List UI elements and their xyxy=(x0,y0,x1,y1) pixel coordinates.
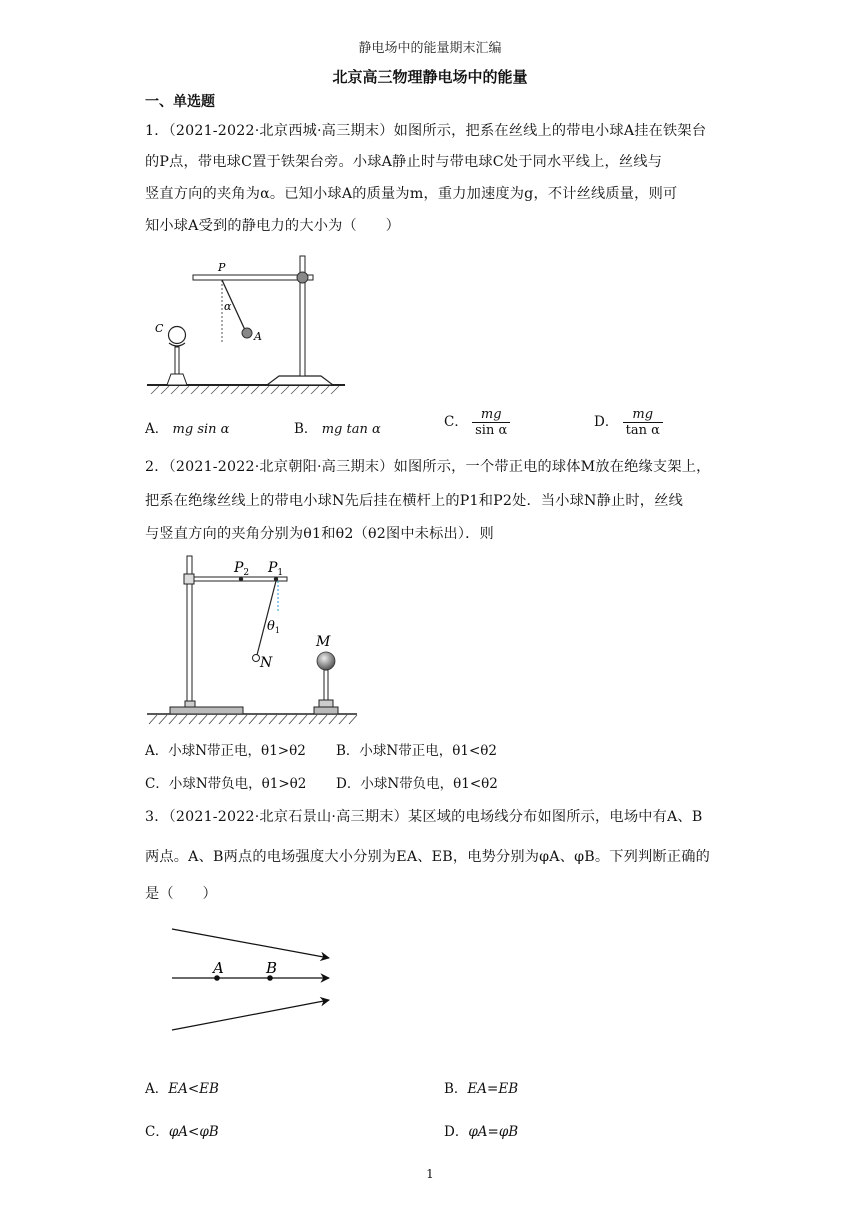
page-title: 北京高三物理静电场中的能量 xyxy=(332,68,528,86)
q2-label-p2: $P_2$ xyxy=(234,560,250,578)
q3-option-c-text: φA<φB xyxy=(168,1124,219,1140)
q1-option-b[interactable]: B． mg tan α xyxy=(294,421,381,437)
q3-option-d[interactable]: D．φA=φB xyxy=(444,1124,519,1140)
q1-label-c: C xyxy=(155,322,164,335)
q1-label-p: P xyxy=(218,261,226,274)
q1-option-d[interactable]: D． $\frac{mg}{\text{tan α}}$ xyxy=(594,407,663,438)
q2-line-1: 2．（2021-2022·北京朝阳·高三期末）如图所示，一个带正电的球体M放在绝缘支架上， xyxy=(145,459,711,475)
q1-label-alpha: α xyxy=(224,300,232,313)
q1-option-a-expr: mg sin α xyxy=(172,422,230,437)
q3-line-1: 3．（2021-2022·北京石景山·高三期末）某区域的电场线分布如图所示，电场中有A、B xyxy=(145,809,703,825)
q1-option-b-expr: mg tan α xyxy=(321,422,381,437)
q3-label-b: B xyxy=(266,959,278,977)
q3-figure-field-lines xyxy=(165,920,340,1038)
q1-line-2: 的P点，带电球C置于铁架台旁。小球A静止时与带电球C处于同水平线上，丝线与 xyxy=(145,154,663,170)
q3-option-a[interactable]: A．EA<EB xyxy=(145,1081,219,1097)
q3-label-a: A xyxy=(213,959,224,977)
q2-line-2: 把系在绝缘丝线上的带电小球N先后挂在横杆上的P1和P2处．当小球N静止时，丝线 xyxy=(145,493,683,509)
q2-line-3: 与竖直方向的夹角分别为θ1和θ2（θ2图中未标出）．则 xyxy=(145,526,494,542)
q3-line-3: 是（ ） xyxy=(145,886,217,902)
q3-line-2: 两点。A、B两点的电场强度大小分别为EA、EB，电势分别为φA、φB。下列判断正确的 xyxy=(145,849,710,865)
q1-option-c-fraction: $\frac{mg}{\text{sin α}}$ xyxy=(472,407,510,438)
q2-option-c-text: 小球N带负电，θ1>θ2 xyxy=(168,776,307,792)
q1-label-a: A xyxy=(254,330,262,343)
q3-option-d-text: φA=φB xyxy=(468,1124,519,1140)
q3-option-c[interactable]: C．φA<φB xyxy=(145,1124,219,1140)
q3-option-b[interactable]: B．EA=EB xyxy=(444,1081,519,1097)
section-heading: 一、单选题 xyxy=(145,94,215,110)
q1-option-a[interactable]: A． mg sin α xyxy=(145,421,230,437)
q1-line-4: 知小球A受到的静电力的大小为（ ） xyxy=(145,218,401,234)
q2-figure-stand xyxy=(145,550,360,728)
q1-option-d-fraction: $\frac{mg}{\text{tan α}}$ xyxy=(623,407,663,438)
q2-label-p1: $P_1$ xyxy=(268,560,284,578)
q1-option-c[interactable]: C． $\frac{mg}{\text{sin α}}$ xyxy=(444,407,510,438)
q2-label-n: N xyxy=(260,655,273,671)
q3-option-b-text: EA=EB xyxy=(467,1081,519,1097)
q1-line-1: 1．（2021-2022·北京西城·高三期末）如图所示，把系在丝线上的带电小球A挂在铁架台 xyxy=(145,123,707,139)
page-number: 1 xyxy=(426,1167,434,1181)
q1-line-3: 竖直方向的夹角为α。已知小球A的质量为m，重力加速度为g，不计丝线质量，则可 xyxy=(145,186,678,202)
q3-option-a-text: EA<EB xyxy=(168,1081,219,1097)
q2-option-a-text: 小球N带正电，θ1>θ2 xyxy=(168,743,306,759)
q2-option-c[interactable]: C．小球N带负电，θ1>θ2 xyxy=(145,776,307,792)
q2-option-b[interactable]: B．小球N带正电，θ1<θ2 xyxy=(336,743,497,759)
page-header: 静电场中的能量期末汇编 xyxy=(358,41,502,56)
q2-option-d-text: 小球N带负电，θ1<θ2 xyxy=(360,776,498,792)
q2-label-theta1: $\theta_1$ xyxy=(267,619,280,635)
q2-option-d[interactable]: D．小球N带负电，θ1<θ2 xyxy=(336,776,498,792)
q1-figure-stand xyxy=(145,248,365,396)
q2-option-a[interactable]: A．小球N带正电，θ1>θ2 xyxy=(145,743,306,759)
q2-option-b-text: 小球N带正电，θ1<θ2 xyxy=(359,743,497,759)
q2-label-m: M xyxy=(316,634,331,650)
